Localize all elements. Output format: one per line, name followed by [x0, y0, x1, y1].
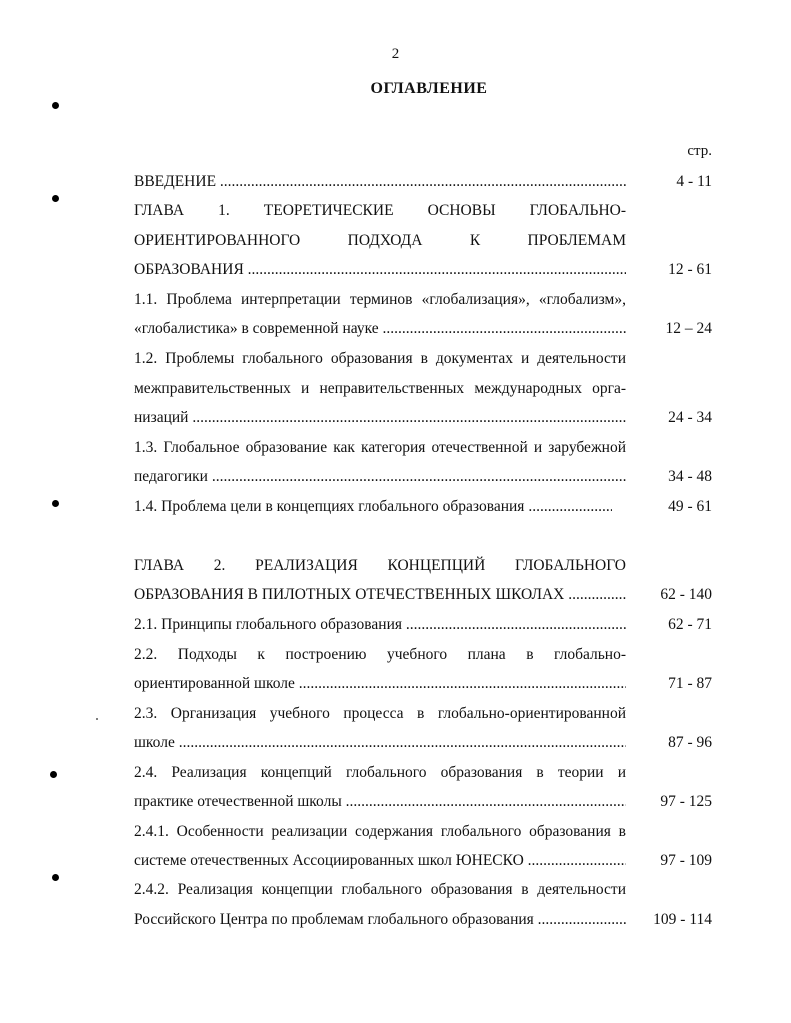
toc-section-2-4-2-line-1: 2.4.2. Реализация концепции глобального образования в деятельности	[134, 881, 626, 898]
pages-column-header: стр.	[687, 143, 712, 159]
toc-entry-text: «глобалистика» в современной науке .....	[134, 319, 626, 339]
page-number: 2	[391, 46, 400, 62]
toc-entry-text: педагогики .....	[134, 467, 626, 487]
toc-entry-text: ориентированной школе .....	[134, 674, 626, 694]
toc-entry-text: системе отечественных Ассоциированных школ ЮНЕСКО .....	[134, 851, 626, 871]
toc-section-2-2-line-1: 2.2. Подходы к построению учебного плана в глобально-	[134, 646, 626, 663]
toc-entry-pages: 87 - 96	[668, 734, 712, 751]
toc-entry-pages: 97 - 109	[660, 852, 712, 869]
toc-entry-text: практике отечественной школы .....	[134, 792, 626, 812]
binding-hole-mark	[52, 500, 59, 507]
toc-section-1-3-line-1: 1.3. Глобальное образование как категория отечественной и зарубежной	[134, 439, 626, 456]
toc-entry-pages: 62 - 140	[660, 586, 712, 603]
toc-entry-text: Российского Центра по проблемам глобального образования .....	[134, 910, 626, 930]
toc-entry-text: 2.1. Принципы глобального образования .....	[134, 615, 626, 635]
toc-chapter-2-line-1: ГЛАВА 2. РЕАЛИЗАЦИЯ КОНЦЕПЦИЙ ГЛОБАЛЬНОГО	[134, 557, 626, 574]
toc-entry-pages: 49 - 61	[668, 498, 712, 515]
toc-section-2-4-1-line-1: 2.4.1. Особенности реализации содержания глобального образования в	[134, 823, 626, 840]
toc-chapter-1-line-2: ОРИЕНТИРОВАННОГО ПОДХОДА К ПРОБЛЕМАМ	[134, 232, 626, 249]
toc-entry-text: школе .....	[134, 733, 626, 753]
toc-entry-pages: 12 - 61	[668, 261, 712, 278]
binding-hole-mark	[52, 102, 59, 109]
page-title: ОГЛАВЛЕНИЕ	[370, 80, 488, 97]
toc-entry-text: ВВЕДЕНИЕ .....	[134, 172, 626, 192]
toc-entry-text: ОБРАЗОВАНИЯ В ПИЛОТНЫХ ОТЕЧЕСТВЕННЫХ ШКОЛАХ .....	[134, 585, 626, 605]
toc-entry-pages: 71 - 87	[668, 675, 712, 692]
toc-entry-text: ОБРАЗОВАНИЯ .....	[134, 260, 626, 280]
toc-entry-pages: 24 - 34	[668, 409, 712, 426]
toc-section-1-2-line-2: межправительственных и неправительственных международных орга-	[134, 380, 626, 397]
toc-entry-pages: 62 - 71	[668, 616, 712, 633]
toc-entry-pages: 12 – 24	[665, 320, 712, 337]
toc-entry-text: низаций .....	[134, 408, 626, 428]
toc-entry-pages: 109 - 114	[653, 911, 712, 928]
toc-entry-pages: 97 - 125	[660, 793, 712, 810]
toc-section-2-4-line-1: 2.4. Реализация концепций глобального образования в теории и	[134, 764, 626, 781]
binding-hole-mark	[50, 771, 57, 778]
toc-chapter-1-line-1: ГЛАВА 1. ТЕОРЕТИЧЕСКИЕ ОСНОВЫ ГЛОБАЛЬНО-	[134, 202, 626, 219]
toc-section-1-1-line-1: 1.1. Проблема интерпретации терминов «глобализация», «глобализм»,	[134, 291, 626, 308]
toc-section-2-3-line-1: 2.3. Организация учебного процесса в глобально-ориентированной	[134, 705, 626, 722]
binding-hole-mark	[52, 195, 59, 202]
binding-hole-mark	[52, 874, 59, 881]
toc-entry-pages: 4 - 11	[676, 173, 712, 190]
toc-entry-pages: 34 - 48	[668, 468, 712, 485]
scan-speck	[96, 718, 98, 720]
toc-section-1-2-line-1: 1.2. Проблемы глобального образования в документах и деятельности	[134, 350, 626, 367]
toc-entry-text: 1.4. Проблема цели в концепциях глобального образования .....	[134, 497, 612, 517]
